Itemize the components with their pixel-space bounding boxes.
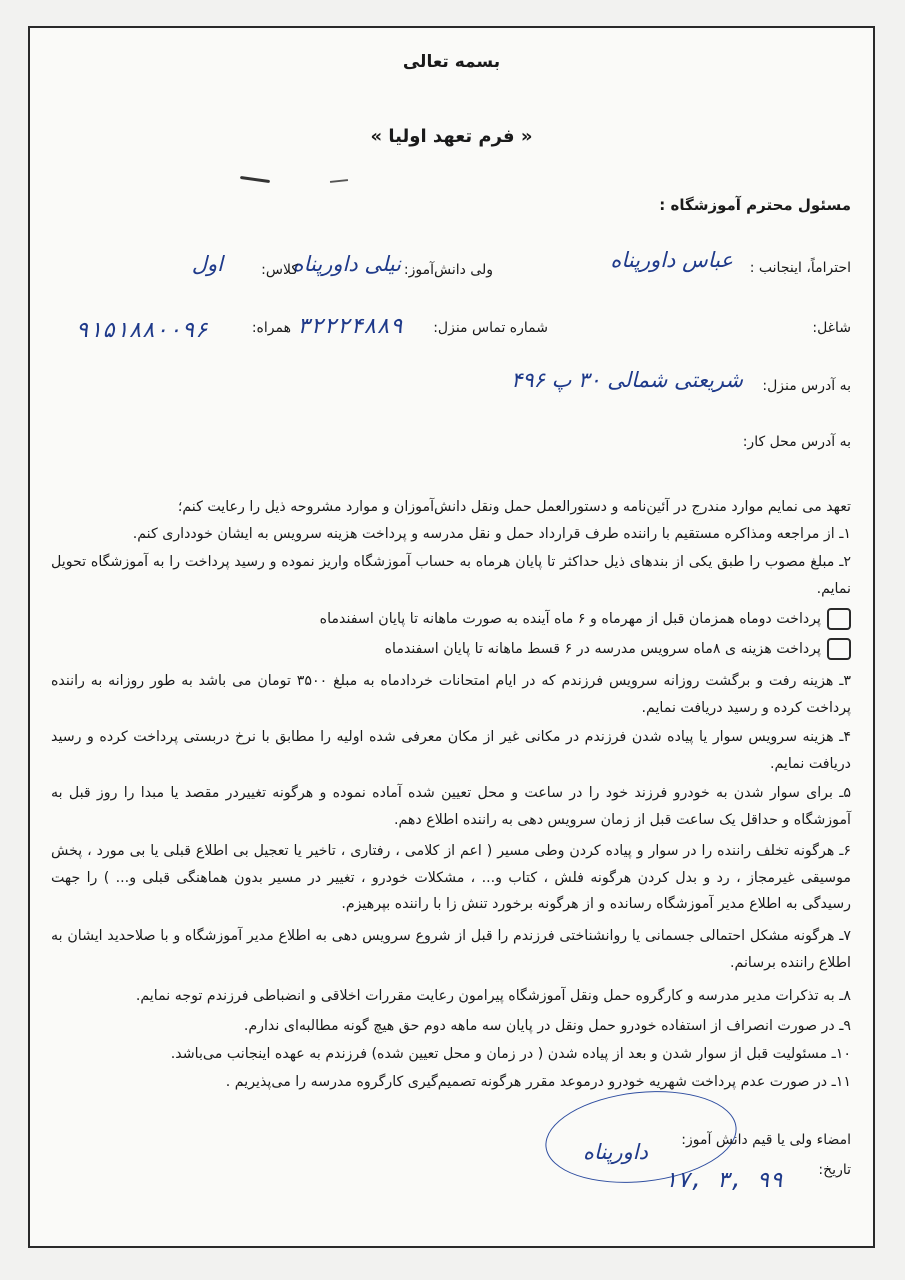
list-item: ۹ـ در صورت انصراف از استفاده خودرو حمل ونقل در پایان سه ماهه دوم حق هیچ گونه مطالبه‌ای ندارم.: [243, 1018, 851, 1034]
option-label: پرداخت هزینه ی ۸ماه سرویس مدرسه در ۶ قسط ماهانه تا پایان اسفندماه: [384, 641, 821, 657]
list-item: ۱۰ـ مسئولیت قبل از سوار شدن و بعد از پیاده شدن ( در زمان و محل تعیین شده) فرزندم به عهده اینجانب می‌باشد.: [170, 1046, 851, 1062]
list-item: ۲ـ مبلغ مصوب را طبق یکی از بندهای ذیل حداکثر تا پایان هرماه به حساب آموزشگاه واریز نموده و رسید پرداخت را به آموزشگاه تحویل نمایم.: [51, 554, 851, 597]
list-item: ۵ـ برای سوار شدن به خودرو فرزند خود را در ساعت و محل تعیین شده آماده نموده و هرگونه تغییردر مقصد یا مبدا را روز قبل به آموزشگاه و حداقل یک ساعت قبل از زمان سرویس دهی به راننده اطلاع دهم.: [51, 785, 851, 828]
payment-option-2: [385, 638, 851, 660]
top-title: بسمه تعالی: [402, 52, 501, 72]
guardian-name: عباس داورپناه: [610, 248, 733, 272]
checkbox: [827, 608, 851, 630]
checkbox: [827, 638, 851, 660]
signature-label: امضاء ولی یا قیم دانش آموز:: [681, 1132, 851, 1148]
form-title: « فرم تعهد اولیا »: [370, 126, 533, 147]
option-label: پرداخت دوماه همزمان قبل از مهرماه و ۶ ماه آینده به صورت ماهانه تا پایان اسفندماه: [319, 611, 821, 627]
list-item: ۳ـ هزینه رفت و برگشت روزانه سرویس فرزندم که در ایام امتحانات خردادماه به مبلغ ۳۵۰۰ تومان می باشد به طور روزانه به راننده پرداخت کرده و رسید دریافت نمایم.: [51, 673, 852, 716]
pen-mark: [240, 176, 270, 183]
date-value: ۹۹ ,۳ ,۱۷: [663, 1168, 783, 1193]
student-label: ولی دانش‌آموز:: [403, 262, 493, 278]
list-item: ۷ـ هرگونه مشکل احتمالی جسمانی یا روانشناختی فرزندم را قبل از شروع سرویس دهی به اطلاع مدیر آموزشگاه و با صلاحدید ایشان به اطلاع راننده برسانم.: [51, 928, 851, 971]
job-label: شاغل:: [812, 320, 851, 336]
class-label: کلاس:: [261, 262, 298, 278]
intro-label: احتراماً، اینجانب :: [749, 260, 851, 276]
home-phone-label: شماره تماس منزل:: [433, 320, 548, 336]
mobile-value: ۹۱۵۱۸۸۰۰۹۶: [75, 318, 208, 343]
list-item: ۱۱ـ در صورت عدم پرداخت شهریه خودرو درموعد مقرر هرگونه تصمیم‌گیری کارگروه مدرسه را می‌پذیریم .: [225, 1074, 851, 1090]
commitment-intro: تعهد می نمایم موارد مندرج در آئین‌نامه و دستورالعمل حمل ونقل دانش‌آموزان و موارد مشروحه ذیل را رعایت کنم؛: [177, 499, 851, 515]
home-phone-value: ۳۲۲۲۴۸۸۹: [297, 314, 403, 339]
date-label: تاریخ:: [818, 1162, 851, 1178]
signature: داورپناه: [582, 1140, 648, 1164]
student-name: نیلی داورپناه: [292, 252, 401, 276]
pen-mark: [330, 179, 348, 183]
list-item: ۱ـ از مراجعه ومذاکره مستقیم با راننده طرف قرارداد حمل و نقل مدرسه و پرداخت هزینه سرویس به ایشان خودداری کنم.: [132, 526, 851, 542]
form-frame: [28, 26, 875, 1248]
list-item: ۴ـ هزینه سرویس سوار یا پیاده شدن فرزندم در مکانی غیر از مکان معرفی شده اولیه را مطابق با نرخ دربستی پرداخت کرده و رسید دریافت نمایم.: [51, 729, 851, 772]
greeting: مسئول محترم آموزشگاه :: [659, 196, 851, 214]
class-value: اول: [191, 252, 223, 276]
home-address-label: به آدرس منزل:: [762, 378, 851, 394]
work-address-label: به آدرس محل کار:: [742, 434, 851, 450]
list-item: ۸ـ به تذکرات مدیر مدرسه و کارگروه حمل ونقل آموزشگاه پیرامون رعایت مقررات اخلاقی و انضباطی فرزندم توجه نمایم.: [135, 988, 851, 1004]
mobile-label: همراه:: [251, 320, 291, 336]
payment-option-1: [320, 608, 851, 630]
list-item: ۶ـ هرگونه تخلف راننده را در سوار و پیاده کردن وطی مسیر ( اعم از کلامی ، رفتاری ، تاخیر یا تعجیل بی اطلاع قبلی یا بی مورد ، پخش موسیقی غیرمجاز ، رد و بدل کردن هرگونه فلش ، کتاب و... ، مشکلات خودرو ، تغییر در مسیر بدون هماهنگی قبلی و... ) را جهت رسیدگی به اطلاع مدیر آموزشگاه رسانده و از هرگونه برخورد تنش زا با راننده بپرهیزم.: [51, 843, 851, 912]
home-address-value: شریعتی شمالی ۳۰ پ ۴۹۶: [511, 368, 743, 392]
